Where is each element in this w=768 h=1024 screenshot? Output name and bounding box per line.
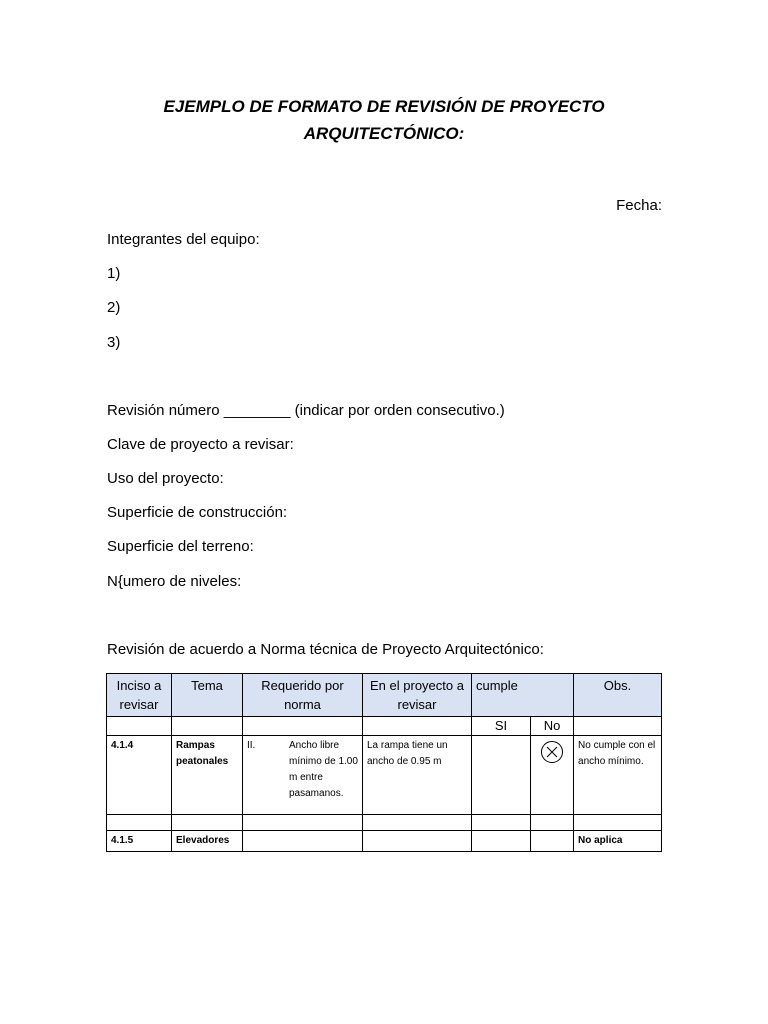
- table-row: [107, 736, 662, 815]
- team-member-2: 2): [107, 299, 121, 316]
- team-member-3: 3): [107, 334, 121, 351]
- header-tema: Tema: [172, 674, 243, 717]
- team-member-1: 1): [107, 265, 121, 282]
- row-obs: No aplica: [574, 831, 662, 852]
- header-requerido: Requerido por norma: [243, 674, 363, 717]
- requirement-number: II.: [247, 740, 256, 751]
- row-inciso: 4.1.4: [107, 736, 172, 815]
- land-area-field: Superficie del terreno:: [107, 538, 254, 555]
- table-subheader-row: [107, 717, 662, 736]
- table-row: [107, 831, 662, 852]
- row-cumple-si: [472, 736, 531, 815]
- title-line-2: ARQUITECTÓNICO:: [303, 124, 465, 143]
- fecha-label: Fecha:: [616, 197, 662, 214]
- title-line-1: EJEMPLO DE FORMATO DE REVISIÓN DE PROYECTO: [163, 97, 605, 116]
- project-key-field: Clave de proyecto a revisar:: [107, 436, 294, 453]
- header-cumple: cumple: [472, 674, 574, 717]
- header-en-proyecto: En el proyecto a revisar: [363, 674, 472, 717]
- row-requerido: [243, 736, 363, 815]
- review-table: [106, 673, 662, 852]
- table-empty-row: [107, 815, 662, 831]
- row-inciso: 4.1.5: [107, 831, 172, 852]
- subheader-no: No: [531, 717, 574, 736]
- header-inciso: Inciso a revisar: [107, 674, 172, 717]
- row-en-proyecto: La rampa tiene un ancho de 0.95 m: [363, 736, 472, 815]
- row-cumple-no: [531, 736, 574, 815]
- circled-x-icon: [540, 740, 564, 764]
- document-title: [100, 93, 668, 147]
- revision-number-field: Revisión número ________ (indicar por orden consecutivo.): [107, 402, 505, 419]
- levels-field: N{umero de niveles:: [107, 573, 242, 590]
- table-header-row: [107, 674, 662, 717]
- header-obs: Obs.: [574, 674, 662, 717]
- project-use-field: Uso del proyecto:: [107, 470, 224, 487]
- team-label: Integrantes del equipo:: [107, 231, 260, 248]
- row-obs: No cumple con el ancho mínimo.: [574, 736, 662, 815]
- row-tema: Elevadores: [172, 831, 243, 852]
- section-heading: Revisión de acuerdo a Norma técnica de Proyecto Arquitectónico:: [107, 641, 544, 658]
- construction-area-field: Superficie de construcción:: [107, 504, 288, 521]
- subheader-si: SI: [472, 717, 531, 736]
- row-tema: Rampas peatonales: [172, 736, 243, 815]
- requirement-text: Ancho libre mínimo de 1.00 m entre pasamanos.: [289, 740, 358, 799]
